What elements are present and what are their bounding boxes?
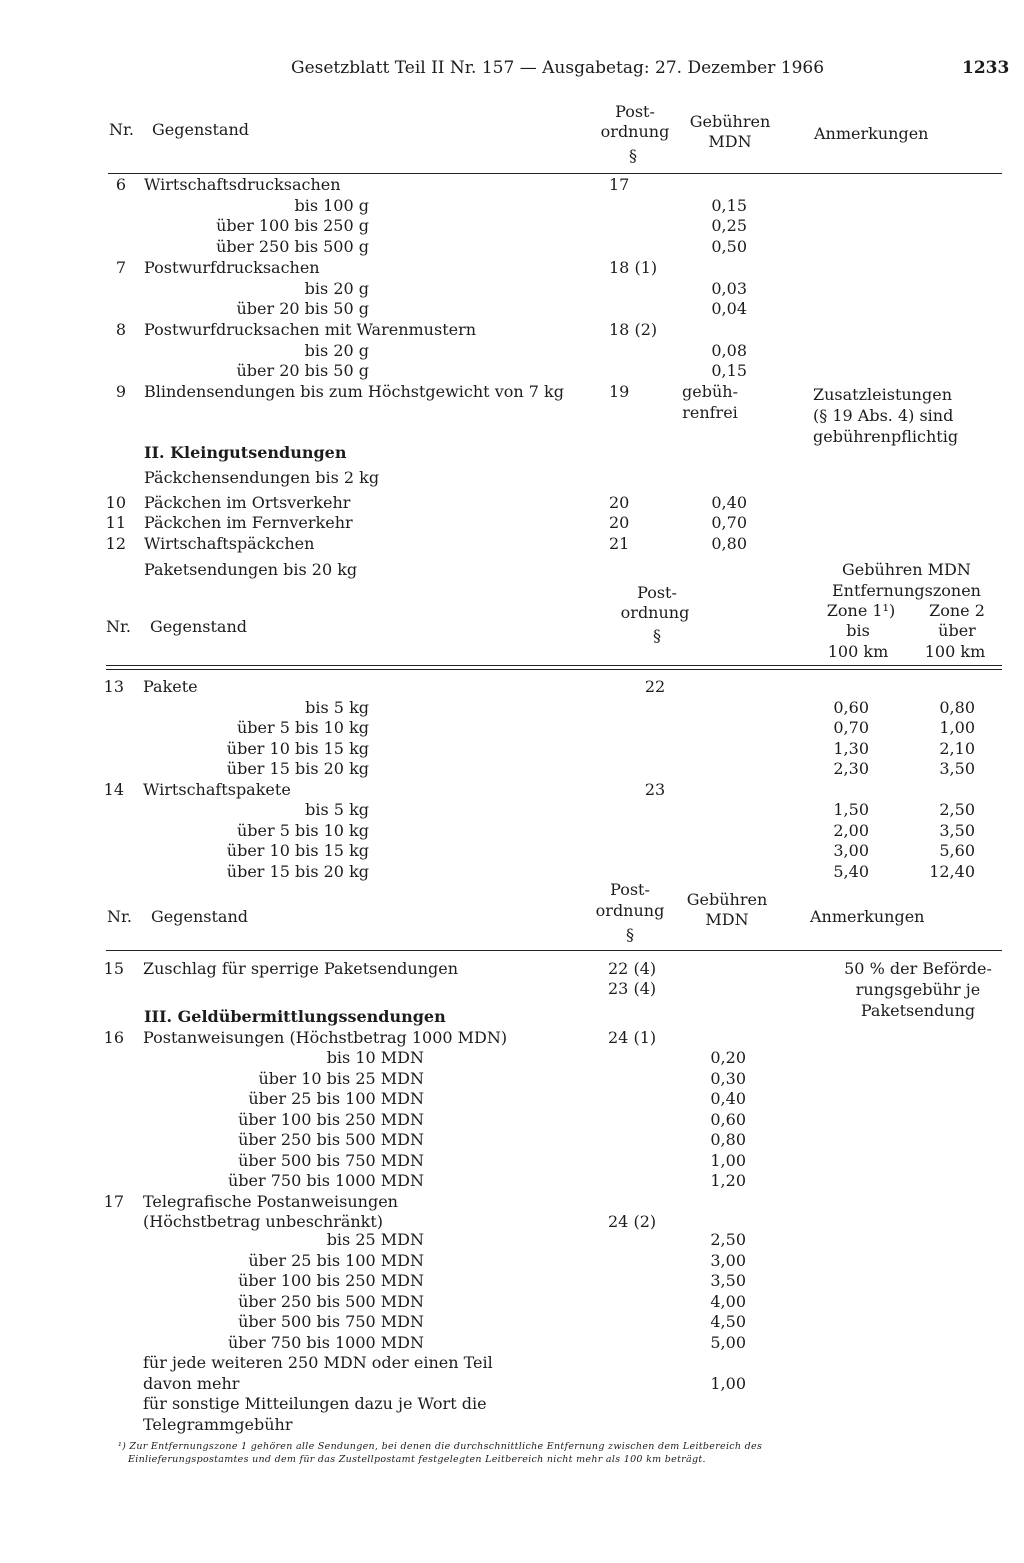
- weight-range: bis 20 g: [304, 341, 369, 360]
- column-header-postordnung: Post-: [637, 583, 677, 602]
- item-name: Wirtschaftspäckchen: [144, 534, 315, 553]
- amount-range: über 10 bis 25 MDN: [258, 1069, 424, 1088]
- fee-value: 0,30: [710, 1069, 746, 1088]
- fee-value: 3,00: [710, 1251, 746, 1270]
- zone2-fee: 12,40: [929, 862, 975, 881]
- paragraph-ref: 24 (2): [608, 1212, 657, 1231]
- weight-range: über 10 bis 15 kg: [226, 739, 369, 758]
- column-header-gebuehren: MDN: [705, 910, 749, 929]
- zone1-fee: 3,00: [833, 841, 869, 860]
- annotation: gebührenpflichtig: [813, 427, 959, 446]
- annotation: 50 % der Beförde-: [844, 959, 992, 978]
- item-name: Postwurfdrucksachen mit Warenmustern: [144, 320, 477, 339]
- amount-range: über 100 bis 250 MDN: [238, 1110, 424, 1129]
- fee-value: 4,00: [710, 1292, 746, 1311]
- fee-value: 0,70: [711, 513, 747, 532]
- zone1-fee: 0,70: [833, 718, 869, 737]
- column-header-zone1: Zone 1¹): [826, 601, 896, 620]
- item-name: Päckchen im Fernverkehr: [144, 513, 353, 532]
- column-header-nr: Nr.: [107, 907, 132, 926]
- row-number: 13: [103, 677, 124, 696]
- amount-range: über 250 bis 500 MDN: [238, 1130, 424, 1149]
- row-number: 14: [103, 780, 124, 799]
- zone1-fee: 2,30: [833, 759, 869, 778]
- weight-range: über 5 bis 10 kg: [236, 718, 369, 737]
- weight-range: über 5 bis 10 kg: [236, 821, 369, 840]
- zone2-fee: 0,80: [939, 698, 975, 717]
- fee-value: 0,60: [710, 1110, 746, 1129]
- amount-range: über 500 bis 750 MDN: [238, 1312, 424, 1331]
- column-header-zonen: Entfernungszonen: [832, 581, 981, 600]
- item-name: Päckchen im Ortsverkehr: [144, 493, 351, 512]
- item-name: Telegrafische Postanweisungen: [143, 1192, 398, 1211]
- zone2-fee: 2,50: [939, 800, 975, 819]
- column-header-postordnung: §: [629, 146, 637, 165]
- paragraph-ref: 21: [609, 534, 630, 553]
- weight-range: über 20 bis 50 g: [236, 299, 369, 318]
- item-name: Zuschlag für sperrige Paketsendungen: [143, 959, 459, 978]
- fee-value: 4,50: [710, 1312, 746, 1331]
- amount-range: bis 10 MDN: [326, 1048, 424, 1067]
- item-name: Wirtschaftspakete: [143, 780, 291, 799]
- weight-range: über 15 bis 20 kg: [226, 759, 369, 778]
- fee-value: 0,50: [711, 237, 747, 256]
- zone2-fee: 1,00: [939, 718, 975, 737]
- fee-value: gebüh-: [682, 382, 738, 401]
- column-header-zone1: 100 km: [827, 642, 889, 661]
- item-text: Telegrammgebühr: [143, 1415, 293, 1434]
- fee-value: 0,20: [710, 1048, 746, 1067]
- column-header-postordnung: §: [653, 626, 661, 645]
- amount-range: über 25 bis 100 MDN: [248, 1251, 424, 1270]
- paragraph-ref: 24 (1): [608, 1028, 657, 1047]
- paragraph-ref: 19: [609, 382, 630, 401]
- row-number: 8: [115, 320, 126, 339]
- item-name: Postanweisungen (Höchstbetrag 1000 MDN): [143, 1028, 508, 1047]
- weight-range: über 100 bis 250 g: [216, 216, 369, 235]
- fee-value: 1,00: [710, 1151, 746, 1170]
- zone1-fee: 0,60: [833, 698, 869, 717]
- paragraph-ref: 22: [644, 677, 666, 696]
- column-header-anmerkungen: Anmerkungen: [814, 124, 929, 143]
- zone1-fee: 1,30: [833, 739, 869, 758]
- weight-range: über 250 bis 500 g: [216, 237, 369, 256]
- paragraph-ref: 18 (1): [609, 258, 658, 277]
- table-rule: [106, 950, 1002, 951]
- item-name: Postwurfdrucksachen: [144, 258, 320, 277]
- row-number: 11: [105, 513, 126, 532]
- item-text: (Höchstbetrag unbeschränkt): [143, 1212, 384, 1231]
- running-header: Gesetzblatt Teil II Nr. 157 — Ausgabetag: 27. Dezember 1966: [291, 58, 825, 78]
- row-number: 16: [103, 1028, 124, 1047]
- fee-value: 1,20: [710, 1171, 746, 1190]
- item-name: Blindensendungen bis zum Höchstgewicht von 7 kg: [144, 382, 564, 401]
- amount-range: über 750 bis 1000 MDN: [227, 1333, 424, 1352]
- row-number: 12: [105, 534, 126, 553]
- column-header-postordnung: Post-: [615, 102, 655, 121]
- fee-value: 5,00: [710, 1333, 746, 1352]
- column-header-zone2: 100 km: [924, 642, 986, 661]
- amount-range: über 250 bis 500 MDN: [238, 1292, 424, 1311]
- zone1-fee: 5,40: [833, 862, 869, 881]
- column-header-nr: Nr.: [106, 617, 131, 636]
- section-heading: II. Kleingutsendungen: [144, 443, 347, 462]
- row-number: 9: [115, 382, 126, 401]
- column-header-zone2: Zone 2: [929, 601, 985, 620]
- paragraph-ref: 20: [609, 493, 630, 512]
- fee-value: 0,80: [710, 1130, 746, 1149]
- column-header-gebuehren: Gebühren: [689, 112, 771, 131]
- zone2-fee: 5,60: [939, 841, 975, 860]
- row-number: 17: [103, 1192, 124, 1211]
- column-header-nr: Nr.: [109, 120, 134, 139]
- table-rule: [106, 665, 1002, 666]
- paragraph-ref: 18 (2): [609, 320, 658, 339]
- table-rule: [106, 669, 1002, 670]
- row-number: 6: [115, 175, 126, 194]
- column-header-gebuehren: Gebühren: [686, 890, 768, 909]
- column-header-zone2: über: [938, 621, 976, 640]
- column-header-anmerkungen: Anmerkungen: [810, 907, 925, 926]
- fee-value: 0,08: [711, 341, 747, 360]
- amount-range: bis 25 MDN: [326, 1230, 424, 1249]
- fee-value: 0,15: [711, 361, 747, 380]
- paragraph-ref: 23 (4): [608, 979, 657, 998]
- fee-value: 3,50: [710, 1271, 746, 1290]
- fee-value: 0,40: [710, 1089, 746, 1108]
- subheading: Päckchensendungen bis 2 kg: [144, 468, 380, 487]
- weight-range: bis 5 kg: [305, 698, 369, 717]
- weight-range: bis 20 g: [304, 279, 369, 298]
- row-number: 10: [105, 493, 126, 512]
- column-header-gegenstand: Gegenstand: [152, 120, 249, 139]
- annotation: (§ 19 Abs. 4) sind: [813, 406, 954, 425]
- column-header-postordnung: Post-: [610, 880, 650, 899]
- column-header-gebuehren: MDN: [708, 132, 752, 151]
- column-header-gebuehren: Gebühren MDN: [842, 560, 971, 579]
- fee-value: 0,15: [711, 196, 747, 215]
- row-number: 15: [103, 959, 124, 978]
- fee-value: 0,80: [711, 534, 747, 553]
- amount-range: über 25 bis 100 MDN: [248, 1089, 424, 1108]
- zone1-fee: 2,00: [833, 821, 869, 840]
- item-name: Wirtschaftsdrucksachen: [144, 175, 341, 194]
- column-header-gegenstand: Gegenstand: [150, 617, 247, 636]
- item-name: Pakete: [143, 677, 198, 696]
- weight-range: bis 100 g: [294, 196, 369, 215]
- zone2-fee: 3,50: [939, 821, 975, 840]
- annotation: rungsgebühr je: [855, 980, 981, 999]
- section-heading: III. Geldübermittlungssendungen: [144, 1007, 446, 1026]
- weight-range: über 20 bis 50 g: [236, 361, 369, 380]
- zone2-fee: 2,10: [939, 739, 975, 758]
- weight-range: über 10 bis 15 kg: [226, 841, 369, 860]
- amount-range: über 100 bis 250 MDN: [238, 1271, 424, 1290]
- column-header-postordnung: ordnung: [600, 122, 670, 141]
- column-header-postordnung: ordnung: [595, 901, 665, 920]
- column-header-gegenstand: Gegenstand: [151, 907, 248, 926]
- fee-value: 1,00: [710, 1374, 746, 1393]
- fee-value: 0,40: [711, 493, 747, 512]
- column-header-zone1: bis: [846, 621, 870, 640]
- page-number: 1233: [962, 58, 1010, 78]
- item-text: davon mehr: [143, 1374, 240, 1393]
- row-number: 7: [115, 258, 126, 277]
- item-text: für sonstige Mitteilungen dazu je Wort die: [143, 1394, 487, 1413]
- fee-value: renfrei: [682, 403, 738, 422]
- fee-value: 0,03: [711, 279, 747, 298]
- amount-range: über 750 bis 1000 MDN: [227, 1171, 424, 1190]
- paragraph-ref: 20: [609, 513, 630, 532]
- fee-value: 0,25: [711, 216, 747, 235]
- zone1-fee: 1,50: [833, 800, 869, 819]
- annotation: Paketsendung: [860, 1001, 976, 1020]
- zone2-fee: 3,50: [939, 759, 975, 778]
- column-header-postordnung: §: [626, 925, 634, 944]
- fee-value: 0,04: [711, 299, 747, 318]
- table-rule: [108, 173, 1002, 174]
- footnote: ¹) Zur Entfernungszone 1 gehören alle Sendungen, bei denen die durchschnittliche Entfernung zwischen dem Leitbereich des: [118, 1441, 763, 1452]
- amount-range: über 500 bis 750 MDN: [238, 1151, 424, 1170]
- fee-value: 2,50: [710, 1230, 746, 1249]
- weight-range: bis 5 kg: [305, 800, 369, 819]
- footnote: Einlieferungspostamtes und dem für das Zustellpostamt festgelegten Leitbereich nicht mehr als 100 km beträgt.: [128, 1454, 706, 1465]
- paragraph-ref: 17: [609, 175, 630, 194]
- weight-range: über 15 bis 20 kg: [226, 862, 369, 881]
- paragraph-ref: 23: [644, 780, 666, 799]
- subheading: Paketsendungen bis 20 kg: [144, 560, 358, 579]
- item-text: für jede weiteren 250 MDN oder einen Teil: [143, 1353, 493, 1372]
- annotation: Zusatzleistungen: [813, 385, 952, 404]
- paragraph-ref: 22 (4): [608, 959, 657, 978]
- column-header-postordnung: ordnung: [620, 603, 690, 622]
